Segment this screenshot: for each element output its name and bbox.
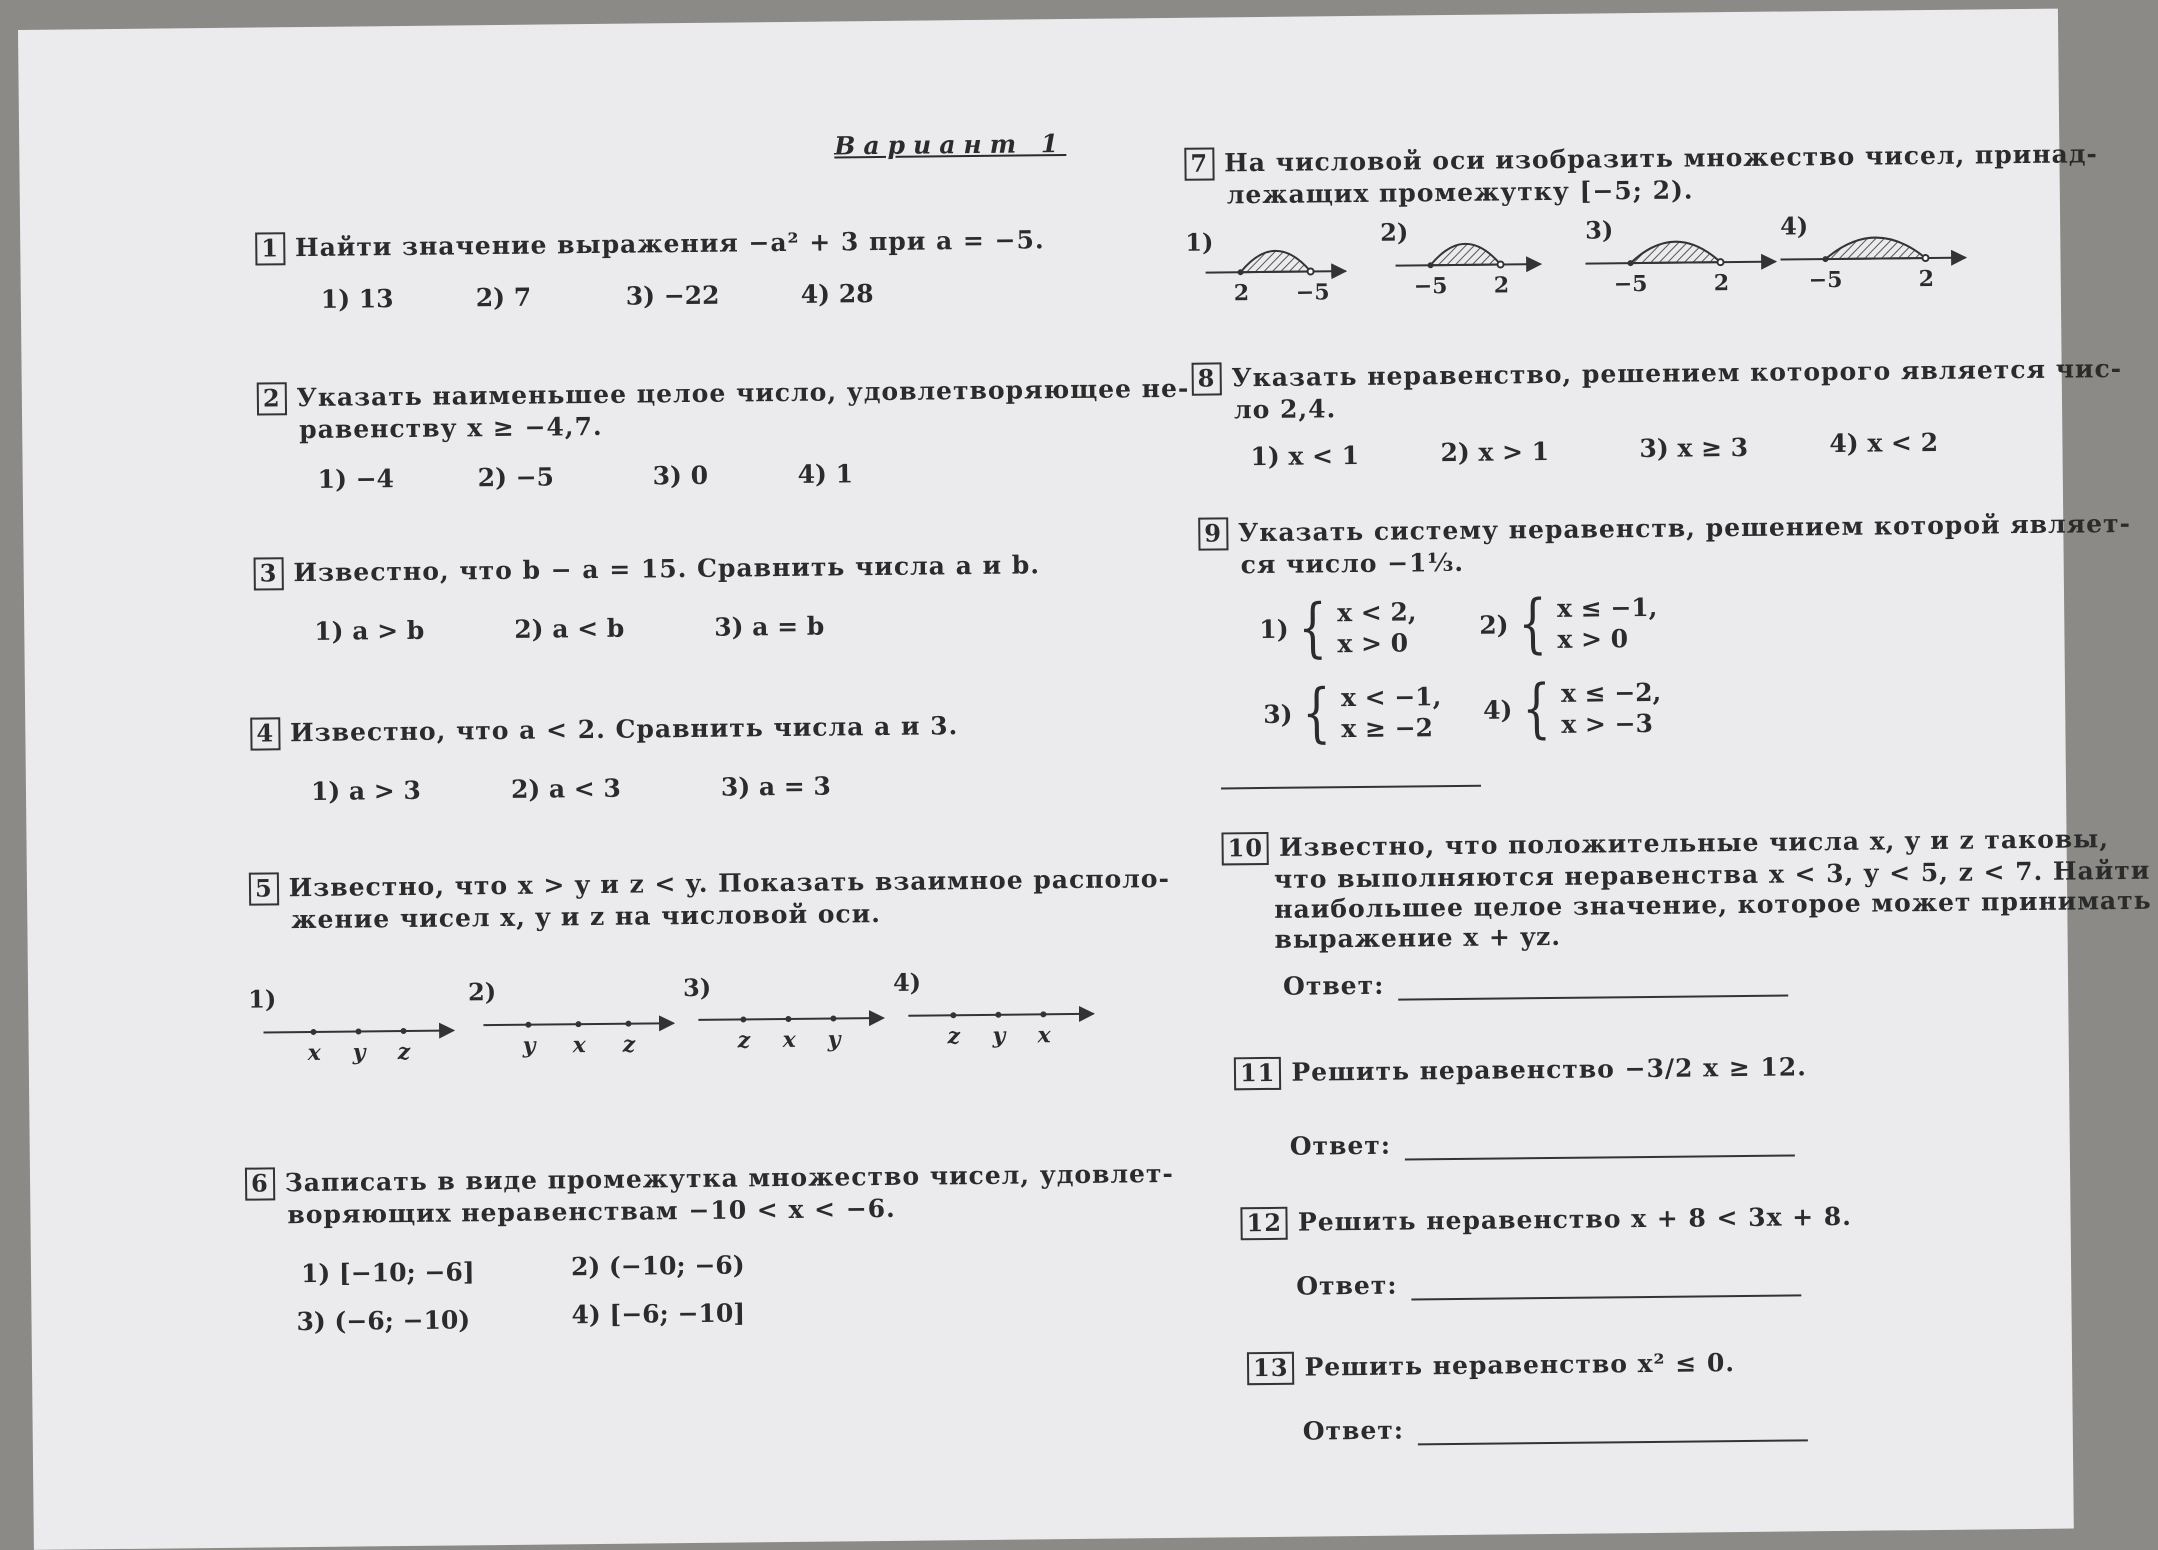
point-label: y xyxy=(992,1022,1006,1049)
option-label: 3) xyxy=(682,972,712,1003)
question-text-line: Указать неравенство, решением которого является чис- xyxy=(1231,353,2123,393)
answer-field-12[interactable] xyxy=(1296,1266,1802,1301)
question-text-line: выражение x + yz. xyxy=(1274,921,1562,954)
number-line-option-3 xyxy=(683,971,884,1054)
number-line-option-1 xyxy=(248,982,454,1066)
answer-line[interactable] xyxy=(1418,1439,1808,1445)
section-divider xyxy=(1221,785,1481,790)
answer-line[interactable] xyxy=(1398,995,1788,1001)
question-text-line: Известно, что положительные числа x, y и z таковы, xyxy=(1278,824,2110,862)
point-label: z xyxy=(622,1031,636,1058)
question-number: 3 xyxy=(254,557,284,590)
tick-label: 2 xyxy=(1493,272,1510,299)
option: 1) 13 xyxy=(320,284,394,314)
option-label: 1) xyxy=(1259,614,1289,644)
answer-field-11[interactable] xyxy=(1290,1126,1796,1161)
brace-icon: { xyxy=(1298,591,1328,666)
option: 2) (−10; −6) xyxy=(570,1250,745,1282)
inequality: x ≤ −2, xyxy=(1560,677,1662,708)
tick-label: −5 xyxy=(1613,270,1648,298)
worksheet-page xyxy=(18,9,2152,1550)
point-label: y xyxy=(827,1026,841,1053)
question-text-line: ся число −1⅓. xyxy=(1240,547,1465,580)
question-8 xyxy=(1192,353,2123,426)
question-text: Найти значение выражения −a² + 3 при a = −5. xyxy=(294,225,1045,263)
option-label: 2) xyxy=(467,977,497,1007)
tick-label: −5 xyxy=(1413,273,1448,300)
system-option-2 xyxy=(1479,587,1658,662)
option: 3) a = b xyxy=(714,611,825,642)
answer-line[interactable] xyxy=(1412,1294,1802,1300)
option: 4) x < 2 xyxy=(1829,427,1939,459)
option: 3) x ≥ 3 xyxy=(1639,432,1749,464)
question-number: 6 xyxy=(245,1167,275,1200)
answer-label: Ответ: xyxy=(1302,1415,1405,1446)
option: 2) a < 3 xyxy=(510,773,622,804)
inequality: x > −3 xyxy=(1561,708,1654,739)
inequality: x > 0 xyxy=(1557,624,1629,654)
point-label: z xyxy=(737,1027,751,1054)
option-label: 2) xyxy=(1479,609,1509,640)
question-2 xyxy=(257,373,1190,446)
option-label: 4) xyxy=(1483,694,1513,725)
option-label: 4) xyxy=(1779,211,1809,241)
point-label: x xyxy=(782,1026,796,1054)
question-3 xyxy=(254,549,1041,590)
option: 1) −4 xyxy=(317,464,395,494)
interval-option-1 xyxy=(1185,226,1346,307)
question-text-line: что выполняются неравенства x < 3, y < 5, z < 7. Найти xyxy=(1273,855,2151,894)
question-number: 7 xyxy=(1184,147,1214,180)
question-number: 11 xyxy=(1234,1057,1282,1090)
answer-field-13[interactable] xyxy=(1303,1411,1809,1446)
option: 2) 7 xyxy=(475,282,532,313)
point-label: z xyxy=(397,1038,411,1066)
brace-icon: { xyxy=(1522,671,1552,747)
point-label: y xyxy=(352,1039,366,1066)
option-label: 1) xyxy=(248,984,277,1014)
question-number: 8 xyxy=(1192,362,1222,395)
question-12 xyxy=(1240,1201,1852,1240)
point-label: x xyxy=(307,1039,321,1067)
question-number: 13 xyxy=(1247,1352,1295,1385)
q7-number-lines xyxy=(1185,211,1976,313)
question-text-line: Указать наименьшее целое число, удовлетворяющее не- xyxy=(296,373,1190,413)
question-number: 9 xyxy=(1198,517,1228,550)
question-4 xyxy=(250,710,958,750)
option: 3) (−6; −10) xyxy=(296,1305,471,1337)
answer-label: Ответ: xyxy=(1282,970,1385,1001)
question-text: Решить неравенство −3/2 x ≥ 12. xyxy=(1291,1052,1808,1087)
point-label: x xyxy=(1037,1022,1051,1049)
option-label: 3) xyxy=(1585,215,1614,245)
question-text: Решить неравенство x + 8 < 3x + 8. xyxy=(1297,1201,1853,1237)
point-label: y xyxy=(522,1032,536,1059)
inequality: x ≤ −1, xyxy=(1556,592,1658,623)
question-text-line: воряющих неравенствам −10 < x < −6. xyxy=(287,1193,896,1230)
tick-label: −5 xyxy=(1808,266,1843,294)
option: 4) 28 xyxy=(800,279,874,309)
question-text: Известно, что b − a = 15. Сравнить числа a и b. xyxy=(293,550,1041,588)
answer-label: Ответ: xyxy=(1296,1270,1398,1301)
interval-option-2 xyxy=(1380,216,1541,300)
question-10 xyxy=(1221,823,2152,956)
question-text-line: Указать систему неравенств, решением которой являет- xyxy=(1237,508,2132,548)
option-label: 4) xyxy=(892,967,922,997)
variant-title: Вариант 1 xyxy=(834,129,1067,161)
option: 3) −22 xyxy=(625,280,720,311)
option-label: 1) xyxy=(1185,227,1214,257)
option: 1) a > b xyxy=(314,615,425,646)
option: 3) a = 3 xyxy=(720,771,832,802)
option: 1) [−10; −6] xyxy=(300,1257,475,1289)
question-text-line: ло 2,4. xyxy=(1233,394,1337,425)
q5-number-lines xyxy=(243,964,1104,1083)
question-text-line: Известно, что x > y и z < y. Показать взаимное располо- xyxy=(288,863,1171,903)
option: 2) x > 1 xyxy=(1440,436,1550,468)
inequality: x > 0 xyxy=(1337,628,1409,659)
question-text: Известно, что a < 2. Сравнить числа a и 3. xyxy=(289,711,959,748)
tick-label: 2 xyxy=(1233,280,1250,307)
question-6 xyxy=(245,1158,1174,1231)
option-label: 3) xyxy=(1263,699,1293,729)
interval-option-3 xyxy=(1585,214,1776,298)
tick-label: 2 xyxy=(1918,265,1935,293)
inequality: x < 2, xyxy=(1336,597,1417,627)
question-text: Решить неравенство x² ≤ 0. xyxy=(1304,1348,1736,1382)
question-9 xyxy=(1198,508,2131,581)
option: 3) 0 xyxy=(652,460,709,491)
inequality: x ≥ −2 xyxy=(1341,713,1434,744)
question-1 xyxy=(255,224,1045,265)
question-13 xyxy=(1247,1347,1735,1385)
system-option-3 xyxy=(1263,676,1442,751)
option-label: 2) xyxy=(1380,217,1409,247)
brace-icon: { xyxy=(1302,676,1332,751)
inequality: x < −1, xyxy=(1340,681,1442,712)
question-5 xyxy=(249,863,1171,935)
option: 1) x < 1 xyxy=(1250,440,1360,472)
point-label: z xyxy=(947,1023,961,1050)
question-number: 4 xyxy=(250,717,280,750)
tick-label: 2 xyxy=(1713,270,1730,297)
answer-label: Ответ: xyxy=(1289,1130,1392,1161)
option: 4) [−6; −10] xyxy=(571,1298,746,1330)
question-number: 5 xyxy=(249,872,279,905)
question-number: 2 xyxy=(257,382,287,415)
question-text-line: равенству x ≥ −4,7. xyxy=(299,411,603,444)
option: 1) a > 3 xyxy=(310,775,422,806)
answer-line[interactable] xyxy=(1405,1154,1795,1160)
option: 2) a < b xyxy=(514,613,625,644)
system-option-4 xyxy=(1483,671,1662,747)
question-7 xyxy=(1184,138,2098,210)
number-line-option-4 xyxy=(893,966,1094,1050)
question-text-line: наибольшее целое значение, которое может принимать xyxy=(1274,885,2152,924)
question-text-line: жение чисел x, y и z на числовой оси. xyxy=(291,898,882,934)
point-label: x xyxy=(572,1032,586,1059)
question-number: 1 xyxy=(255,232,285,265)
brace-icon: { xyxy=(1518,587,1548,662)
question-number: 12 xyxy=(1240,1207,1288,1240)
tick-label: −5 xyxy=(1295,279,1330,306)
question-11 xyxy=(1234,1051,1807,1090)
option: 4) 1 xyxy=(797,459,854,489)
question-text-line: лежащих промежутку [−5; 2). xyxy=(1226,175,1694,210)
question-text-line: На числовой оси изобразить множество чисел, принад- xyxy=(1224,139,2098,178)
question-number: 10 xyxy=(1221,832,1269,865)
interval-option-4 xyxy=(1780,210,1966,294)
question-text-line: Записать в виде промежутка множество чисел, удовлет- xyxy=(284,1158,1175,1198)
number-line-option-2 xyxy=(468,975,674,1059)
system-option-1 xyxy=(1259,591,1417,666)
answer-field-10[interactable] xyxy=(1283,967,1789,1002)
option: 2) −5 xyxy=(477,462,555,493)
